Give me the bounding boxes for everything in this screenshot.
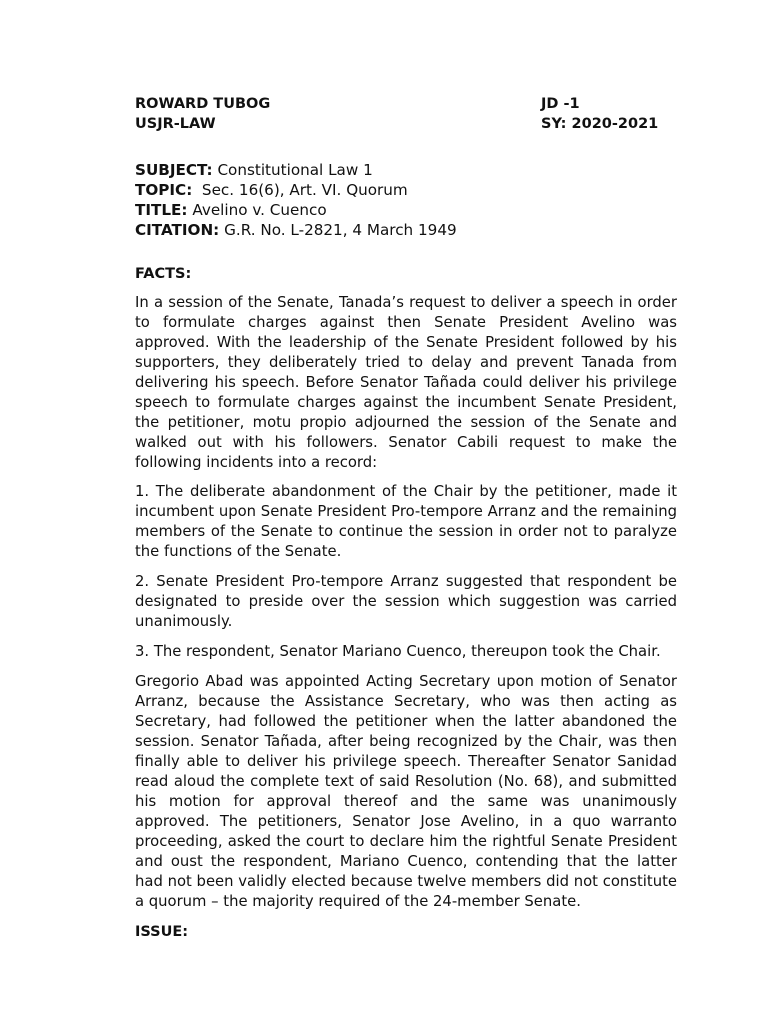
case-metadata	[135, 160, 695, 240]
facts-paragraph: 1. The deliberate abandonment of the Chair by the petitioner, made it incumbent upon Senate President Pro-tempore Arranz and the remaining members of the Senate to continue the session in order not to paralyze the functions of the Senate.	[135, 483, 677, 560]
title-value: Avelino v. Cuenco	[187, 201, 327, 219]
topic-label: TOPIC:	[135, 181, 193, 199]
title-label: TITLE:	[135, 201, 188, 219]
author-name: ROWARD TUBOG	[135, 96, 271, 112]
facts-paragraph: In a session of the Senate, Tanada’s request to deliver a speech in order to formulate charges against then Senate President Avelino was approved. With the leadership of the Senate President followed by his supporters, they deliberately tried to delay and prevent Tanada from delivering his speech. Before Senator Tañada could deliver his privilege speech to formulate charges against the incumbent Senate President, the petitioner, motu propio adjourned the session of the Senate and walked out with his followers. Senator Cabili request to make the following incidents into a record:	[135, 294, 677, 471]
subject-value: Constitutional Law 1	[212, 161, 373, 179]
subject-line	[135, 160, 695, 180]
topic-value: Sec. 16(6), Art. VI. Quorum	[192, 181, 408, 199]
facts-heading: FACTS:	[135, 266, 192, 282]
title-line	[135, 200, 695, 220]
facts-paragraph: 2. Senate President Pro-tempore Arranz suggested that respondent be designated to preside over the session which suggestion was carried unanimously.	[135, 573, 677, 630]
school-name: USJR-LAW	[135, 116, 216, 132]
facts-paragraph: Gregorio Abad was appointed Acting Secretary upon motion of Senator Arranz, because the Assistance Secretary, who was then acting as Secretary, had followed the petitioner when the latter abandoned the session. Senator Tañada, after being recognized by the Chair, was then finally able to deliver his privilege speech. Thereafter Senator Sanidad read aloud the complete text of said Resolution (No. 68), and submitted his motion for approval thereof and the same was unanimously approved. The petitioners, Senator Jose Avelino, in a quo warranto proceeding, asked the court to declare him the rightful Senate President and oust the respondent, Mariano Cuenco, contending that the latter had not been validly elected because twelve members did not constitute a quorum – the majority required of the 24-member Senate.	[135, 673, 677, 910]
subject-label: SUBJECT:	[135, 161, 213, 179]
citation-value: G.R. No. L-2821, 4 March 1949	[219, 221, 457, 239]
citation-label: CITATION:	[135, 221, 220, 239]
topic-line	[135, 180, 695, 200]
school-year: SY: 2020-2021	[541, 116, 659, 132]
class-code: JD -1	[541, 96, 580, 112]
facts-paragraph: 3. The respondent, Senator Mariano Cuenco, thereupon took the Chair.	[135, 643, 661, 660]
citation-line	[135, 220, 695, 240]
issue-heading: ISSUE:	[135, 924, 189, 940]
